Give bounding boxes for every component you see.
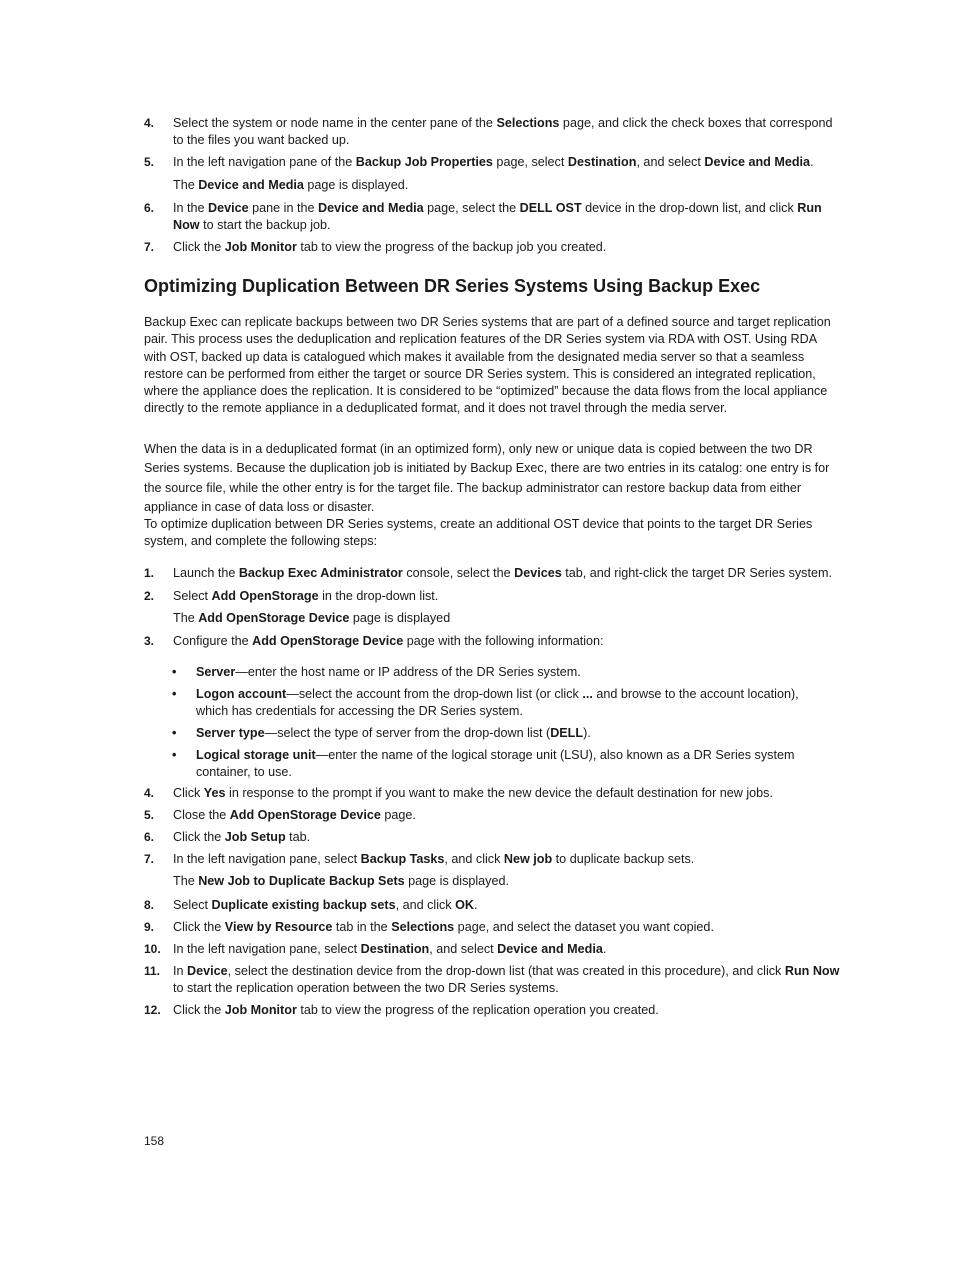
step-text: Click Yes in response to the prompt if you want to make the new device the default destination for new jobs. bbox=[173, 786, 773, 800]
ui-term: Duplicate existing backup sets bbox=[211, 898, 396, 912]
step-text: Click the View by Resource tab in the Selections page, and select the dataset you want copied. bbox=[173, 920, 714, 934]
step-number: 9. bbox=[144, 920, 155, 934]
step-2-result: The Add OpenStorage Device page is displayed bbox=[173, 611, 451, 625]
page-number: 158 bbox=[144, 1134, 165, 1148]
ui-term: Job Setup bbox=[224, 830, 286, 844]
step-text: Click the Job Monitor tab to view the progress of the replication operation you created. bbox=[173, 1003, 659, 1017]
ui-term: Job Monitor bbox=[224, 1003, 297, 1017]
step-text: In the Device pane in the Device and Media page, select the DELL OST device in the drop-down list, and click Run Now to start the backup job. bbox=[173, 201, 822, 232]
bullet-text: Server—enter the host name or IP address of the DR Series system. bbox=[196, 665, 581, 679]
ui-term: Job Monitor bbox=[224, 240, 297, 254]
ui-term: ... bbox=[582, 687, 593, 701]
step-number: 4. bbox=[144, 116, 155, 130]
ui-term: Add OpenStorage Device bbox=[229, 808, 381, 822]
step-number: 1. bbox=[144, 566, 155, 580]
ui-term: Server bbox=[196, 665, 236, 679]
ui-term: Selections bbox=[391, 920, 455, 934]
step-text: Select Add OpenStorage in the drop-down list. bbox=[173, 589, 439, 603]
ui-term: OK bbox=[455, 898, 474, 912]
ui-term: DELL bbox=[550, 726, 584, 740]
step-number: 6. bbox=[144, 830, 155, 844]
step-text: In the left navigation pane, select Destination, and select Device and Media. bbox=[173, 942, 607, 956]
step-number: 7. bbox=[144, 240, 155, 254]
bullet-dot: • bbox=[172, 726, 177, 740]
bullet-dot: • bbox=[172, 687, 177, 701]
step-text: Click the Job Monitor tab to view the progress of the backup job you created. bbox=[173, 240, 607, 254]
ui-term: Device and Media bbox=[317, 201, 424, 215]
step-number: 3. bbox=[144, 634, 155, 648]
paragraph-intro: Backup Exec can replicate backups between two DR Series systems that are part of a defined source and target replication pair. This process uses the deduplication and replication features of the DR Series system via RDA with OST. Using RDA with OST, backed up data is catalogued which makes it available from the designated media server so that a seamless restore can be performed from either the target or source DR Series system. This is considered an integrated replication, where the appliance does the replication. It is considered to be “optimized” because the data flows from the local appliance directly to the remote appliance in a deduplicated format, and it does not travel through the media server. bbox=[144, 315, 831, 416]
ui-term: Add OpenStorage bbox=[211, 589, 319, 603]
ui-term: Backup Tasks bbox=[360, 852, 445, 866]
ui-term: Device and Media bbox=[704, 155, 811, 169]
ui-term: Logon account bbox=[196, 687, 287, 701]
ui-term: Add OpenStorage Device bbox=[198, 611, 350, 625]
ui-term: Run Now bbox=[784, 964, 840, 978]
step-number: 12. bbox=[144, 1003, 161, 1017]
ui-term: Run Now bbox=[173, 201, 822, 232]
bullet-text: Logon account—select the account from the drop-down list (or click ... and browse to the account location), which has credentials for accessing the DR Series system. bbox=[196, 687, 799, 718]
step-text: Launch the Backup Exec Administrator console, select the Devices tab, and right-click the target DR Series system. bbox=[173, 566, 832, 580]
ui-term: Device and Media bbox=[198, 178, 304, 192]
ui-term: Logical storage unit bbox=[196, 748, 316, 762]
step-number: 5. bbox=[144, 808, 155, 822]
step-5-result: The Device and Media page is displayed. bbox=[173, 178, 409, 192]
step-7-result: The New Job to Duplicate Backup Sets page is displayed. bbox=[173, 874, 509, 888]
paragraph-steps-intro: To optimize duplication between DR Series systems, create an additional OST device that points to the target DR Series system, and complete the following steps: bbox=[144, 517, 813, 549]
ui-term: Device bbox=[187, 964, 228, 978]
step-text: Click the Job Setup tab. bbox=[173, 830, 311, 844]
step-number: 2. bbox=[144, 589, 155, 603]
ui-term: Devices bbox=[514, 566, 562, 580]
ui-term: New Job to Duplicate Backup Sets bbox=[198, 874, 405, 888]
step-text: In the left navigation pane, select Backup Tasks, and click New job to duplicate backup sets. bbox=[173, 852, 695, 866]
bullet-text: Logical storage unit—enter the name of the logical storage unit (LSU), also known as a DR Series system container, to use. bbox=[196, 748, 795, 779]
step-text: Configure the Add OpenStorage Device page with the following information: bbox=[173, 634, 604, 648]
ui-term: DELL OST bbox=[519, 201, 582, 215]
ui-term: New job bbox=[503, 852, 553, 866]
step-number: 4. bbox=[144, 786, 155, 800]
step-text: Select Duplicate existing backup sets, and click OK. bbox=[173, 898, 478, 912]
step-number: 5. bbox=[144, 155, 155, 169]
section-heading: Optimizing Duplication Between DR Series Systems Using Backup Exec bbox=[144, 276, 761, 296]
bullet-dot: • bbox=[172, 748, 177, 762]
ui-term: Device and Media bbox=[497, 942, 603, 956]
ui-term: Selections bbox=[496, 116, 560, 130]
ui-term: Device bbox=[208, 201, 249, 215]
step-text: In Device, select the destination device from the drop-down list (that was created in this procedure), and click Run Now to start the replication operation between the two DR Series systems. bbox=[173, 964, 840, 995]
ui-term: Add OpenStorage Device bbox=[252, 634, 404, 648]
step-number: 11. bbox=[144, 964, 161, 978]
bullet-text: Server type—select the type of server from the drop-down list (DELL). bbox=[196, 726, 591, 740]
step-text: Close the Add OpenStorage Device page. bbox=[173, 808, 416, 822]
ui-term: View by Resource bbox=[224, 920, 333, 934]
paragraph-dedup: When the data is in a deduplicated format (in an optimized form), only new or unique data is copied between the two DR Series systems. Because the duplication job is initiated by Backup Exec, there are two entries in its catalog: one entry is for the source file, while the other entry is for the target file. The backup administrator can restore backup data from either appliance in case of data loss or disaster. bbox=[144, 442, 830, 514]
ui-term: Destination bbox=[360, 942, 430, 956]
step-text: Select the system or node name in the center pane of the Selections page, and click the check boxes that correspond to the files you want backed up. bbox=[173, 116, 833, 147]
ui-term: Yes bbox=[203, 786, 226, 800]
ui-term: Destination bbox=[567, 155, 637, 169]
ui-term: Backup Job Properties bbox=[355, 155, 493, 169]
step-number: 6. bbox=[144, 201, 155, 215]
step-number: 8. bbox=[144, 898, 155, 912]
step-number: 10. bbox=[144, 942, 161, 956]
bullet-dot: • bbox=[172, 665, 177, 679]
step-number: 7. bbox=[144, 852, 155, 866]
step-text: In the left navigation pane of the Backup Job Properties page, select Destination, and select Device and Media. bbox=[173, 155, 814, 169]
ui-term: Backup Exec Administrator bbox=[238, 566, 403, 580]
ui-term: Server type bbox=[196, 726, 265, 740]
